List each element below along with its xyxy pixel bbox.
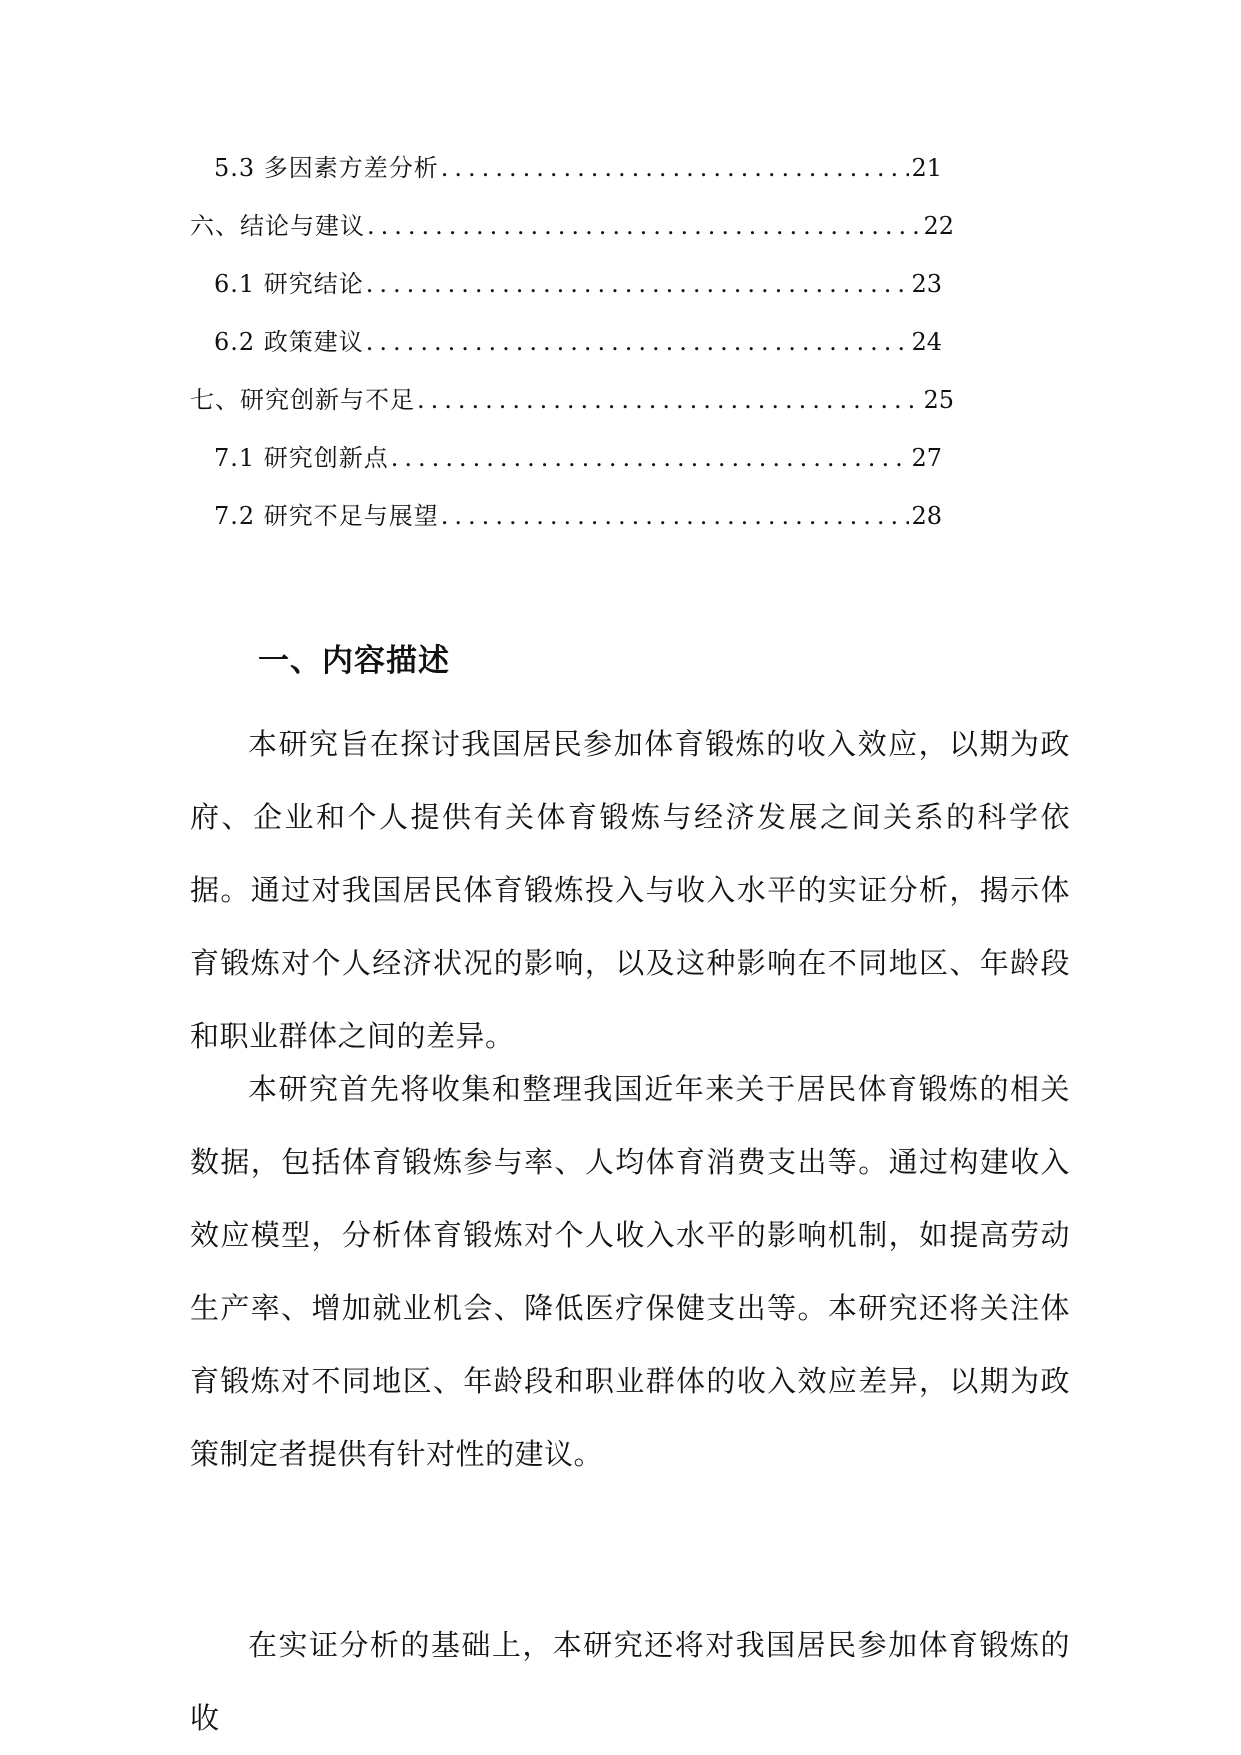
toc-entry-label: 六、结论与建议 xyxy=(190,212,365,240)
toc-entry[interactable] xyxy=(214,148,942,188)
toc-entry[interactable] xyxy=(214,322,942,362)
toc-entry-page: 27 xyxy=(911,444,942,472)
toc-entry-page: 22 xyxy=(923,212,954,240)
toc-entry-label: 5.3 多因素方差分析 xyxy=(214,154,439,182)
toc-entry[interactable] xyxy=(214,496,942,536)
body-paragraph: 本研究首先将收集和整理我国近年来关于居民体育锻炼的相关数据，包括体育锻炼参与率、人均体育消费支出等。通过构建收入效应模型，分析体育锻炼对个人收入水平的影响机制，如提高劳动生产率、增加就业机会、降低医疗保健支出等。本研究还将关注体育锻炼对不同地区、年龄段和职业群体的收入效应差异，以期为政策制定者提供有针对性的建议。 xyxy=(190,1072,1070,1471)
toc-entry-page: 23 xyxy=(911,270,942,298)
toc-leader-dots xyxy=(391,438,910,478)
toc-entry-page: 28 xyxy=(911,502,942,530)
toc-entry-label: 七、研究创新与不足 xyxy=(190,386,415,414)
toc-leader-dots xyxy=(366,322,910,362)
toc-entry-page: 21 xyxy=(911,154,942,182)
toc-entry-label: 7.1 研究创新点 xyxy=(214,444,389,472)
toc-entry[interactable] xyxy=(190,206,954,246)
toc-entry-page: 24 xyxy=(911,328,942,356)
toc-entry[interactable] xyxy=(190,380,954,420)
toc-leader-dots xyxy=(441,148,910,188)
toc-leader-dots xyxy=(367,206,921,246)
section-heading: 一、内容描述 xyxy=(258,643,450,679)
toc-leader-dots xyxy=(417,380,921,420)
toc-entry-page: 25 xyxy=(923,386,954,414)
toc-entry-label: 6.1 研究结论 xyxy=(214,270,364,298)
body-paragraph: 本研究旨在探讨我国居民参加体育锻炼的收入效应，以期为政府、企业和个人提供有关体育锻炼与经济发展之间关系的科学依据。通过对我国居民体育锻炼投入与收入水平的实证分析，揭示体育锻炼对个人经济状况的影响，以及这种影响在不同地区、年龄段和职业群体之间的差异。 xyxy=(190,727,1070,1053)
toc-leader-dots xyxy=(366,264,910,304)
toc-entry-label: 7.2 研究不足与展望 xyxy=(214,502,439,530)
toc-leader-dots xyxy=(441,496,910,536)
toc-entry-label: 6.2 政策建议 xyxy=(214,328,364,356)
toc-entry[interactable] xyxy=(214,264,942,304)
body-paragraph: 在实证分析的基础上，本研究还将对我国居民参加体育锻炼的收 xyxy=(190,1628,1070,1735)
toc-entry[interactable] xyxy=(214,438,942,478)
